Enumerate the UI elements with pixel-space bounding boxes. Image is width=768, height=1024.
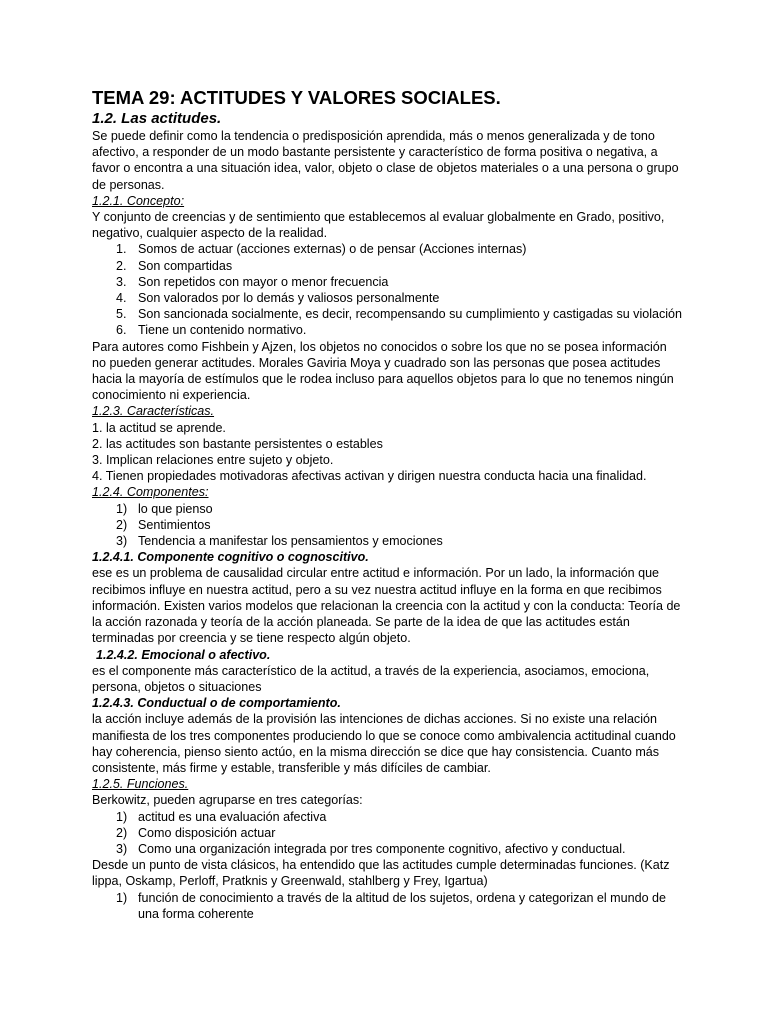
list-number: 2.	[116, 258, 127, 273]
list-number: 2)	[116, 517, 128, 532]
list-number: 1)	[116, 501, 128, 516]
section-paragraph-1-2-4-1: ese es un problema de causalidad circular entre actitud e información. Por un lado, la información que recibimos influye en nuestra actitud, pero a su vez nuestra actitud influye en la forma en que recibimos información. Existen varios modelos que relacionan la creencia con la actitud y con la conducta: Teoría de la acción razonada y teoría de la acción planeada. Se parte de la idea de que las actitudes están terminadas por creencia y se tiene respecto algún objeto.	[92, 566, 681, 646]
list-text: Como una organización integrada por tres componente cognitivo, afectivo y conductual.	[138, 841, 626, 856]
list-item	[92, 533, 684, 549]
section-heading-1-2-4-1: 1.2.4.1. Componente cognitivo o cognoscitivo.	[92, 550, 369, 565]
list-text: Tendencia a manifestar los pensamientos y emociones	[138, 534, 443, 549]
section-paragraph-1-2-5-intro: Berkowitz, pueden agruparse en tres categorías:	[92, 793, 363, 808]
list-item: 3. Implican relaciones entre sujeto y objeto.	[92, 453, 334, 468]
list-number: 2)	[116, 825, 128, 840]
list-text: Tiene un contenido normativo.	[138, 323, 307, 338]
list-item	[92, 258, 684, 274]
list-number: 3.	[116, 274, 127, 289]
section-heading-1-2-4-3: 1.2.4.3. Conductual o de comportamiento.	[92, 696, 341, 711]
list-item	[92, 290, 684, 306]
list-item	[92, 809, 684, 825]
section-heading-1-2: 1.2. Las actitudes.	[92, 110, 222, 127]
list-item	[92, 501, 684, 517]
section-heading-1-2-5: 1.2.5. Funciones.	[92, 777, 189, 792]
list-item	[92, 241, 684, 257]
section-heading-1-2-1: 1.2.1. Concepto:	[92, 193, 185, 208]
list-item	[92, 306, 684, 322]
list-item	[92, 517, 684, 533]
section-heading-1-2-4: 1.2.4. Componentes:	[92, 485, 209, 500]
list-item	[92, 274, 684, 290]
document-page	[92, 86, 684, 922]
list-number: 1.	[116, 242, 127, 257]
list-text: Somos de actuar (acciones externas) o de pensar (Acciones internas)	[138, 242, 527, 257]
section-heading-1-2-4-2: 1.2.4.2. Emocional o afectivo.	[96, 647, 271, 662]
section-paragraph-1-2-4-3: la acción incluye además de la provisión las intenciones de dichas acciones. Si no existe una relación manifiesta de los tres componentes produciendo lo que se conoce como ambivalencia actitudinal cuando hay coherencia, pienso siento actúo, en la misma dirección se dice que hay consistencia. Cuanto más consistente, más firme y estable, transferible y más difíciles de cambiar.	[92, 712, 676, 775]
list-item: 1. la actitud se aprende.	[92, 420, 226, 435]
concept-list	[92, 241, 684, 338]
list-text: Son sancionada socialmente, es decir, recompensando su cumplimiento y castigadas su violación	[138, 307, 683, 322]
functions-list	[92, 809, 684, 858]
list-item: 4. Tienen propiedades motivadoras afectivas activan y dirigen nuestra conducta hacia una finalidad.	[92, 469, 647, 484]
list-number: 1)	[116, 890, 128, 905]
document-title: TEMA 29: ACTITUDES Y VALORES SOCIALES.	[92, 87, 501, 108]
list-text: Son repetidos con mayor o menor frecuencia	[138, 274, 389, 289]
section-paragraph-1-2-5-classic: Desde un punto de vista clásicos, ha entendido que las actitudes cumple determinadas funciones. (Katz lippa, Oskamp, Perloff, Pratknis y Greenwald, stahlberg y Frey, Igartua)	[92, 858, 670, 889]
section-heading-1-2-3: 1.2.3. Características.	[92, 404, 215, 419]
list-item	[92, 825, 684, 841]
list-number: 3)	[116, 841, 128, 856]
components-list	[92, 501, 684, 550]
list-text: Son valorados por lo demás y valiosos personalmente	[138, 291, 440, 306]
list-item	[92, 841, 684, 857]
list-text: actitud es una evaluación afectiva	[138, 809, 327, 824]
section-paragraph-1-2-1: Y conjunto de creencias y de sentimiento que establecemos al evaluar globalmente en Grado, positivo, negativo, cualquier aspecto de la realidad.	[92, 210, 665, 241]
list-text: función de conocimiento a través de la altitud de los sujetos, ordena y categorizan el mundo de una forma coherente	[138, 890, 666, 921]
list-number: 5.	[116, 307, 127, 322]
section-paragraph-1-2: Se puede definir como la tendencia o predisposición aprendida, más o menos generalizada y de tono afectivo, a responder de un modo bastante persistente y característico de forma positiva o negativa, a favor o encontra a una situación idea, valor, objeto o clase de objetos materiales o a una persona o grupo de personas.	[92, 129, 679, 192]
list-text: Sentimientos	[138, 517, 211, 532]
list-number: 4.	[116, 291, 127, 306]
characteristics-list	[92, 420, 684, 485]
list-text: Como disposición actuar	[138, 825, 276, 840]
section-paragraph-1-2-4-2: es el componente más característico de la actitud, a través de la experiencia, asociamos, emociona, persona, objetos o situaciones	[92, 663, 650, 694]
list-number: 3)	[116, 534, 128, 549]
list-item	[92, 890, 684, 922]
list-item	[92, 322, 684, 338]
section-paragraph-authors: Para autores como Fishbein y Ajzen, los objetos no conocidos o sobre los que no se posea información no pueden generar actitudes. Morales Gaviria Moya y cuadrado son las personas que posea actitudes hacia la mayoría de estímulos que le rodea incluso para aquellos objetos para lo que no tenemos ningún conocimiento ni experiencia.	[92, 339, 674, 403]
list-number: 1)	[116, 809, 128, 824]
classic-functions-list	[92, 890, 684, 922]
list-text: Son compartidas	[138, 258, 233, 273]
list-item: 2. las actitudes son bastante persistentes o estables	[92, 436, 383, 451]
list-number: 6.	[116, 323, 127, 338]
list-text: lo que pienso	[138, 501, 213, 516]
